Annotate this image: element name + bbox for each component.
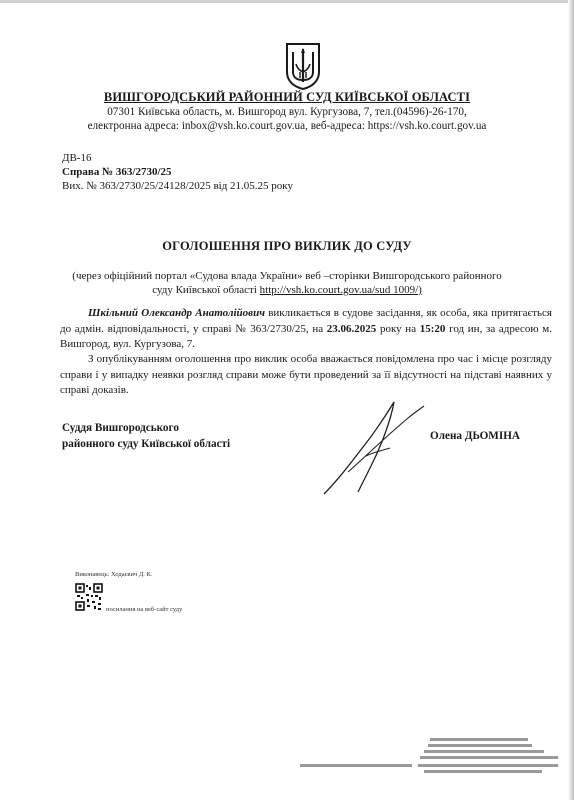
handwritten-signature — [318, 398, 428, 498]
scan-border-top — [0, 0, 574, 3]
summons-paragraph — [60, 306, 552, 353]
person-name: Шкільний Олександр Анатолійович — [88, 307, 265, 319]
qr-caption: посилання на веб-сайт суду — [106, 606, 183, 613]
case-number: Справа № 363/2730/25 — [62, 166, 172, 178]
executor-note: Виконавець: Ходаєвич Д. К. — [75, 571, 153, 578]
outgoing-number: Вих. № 363/2730/25/24128/2025 від 21.05.25 року — [62, 180, 293, 192]
subtitle-text: суду Київської області — [152, 284, 260, 296]
notice-subtitle-line2 — [0, 284, 574, 296]
court-name: ВИШГОРОДСЬКИЙ РАЙОННИЙ СУД КИЇВСЬКОЇ ОБЛАСТІ — [103, 90, 471, 104]
summons-text-b: року на — [376, 322, 420, 335]
summons-text-c: год ин, за адресою м. Вишгород, вул. Кургузова, 7. — [60, 322, 553, 350]
judge-name: Олена ДЬОМІНА — [430, 430, 520, 442]
form-code: ДВ-16 — [62, 152, 92, 164]
hearing-time: 15:20 — [419, 322, 446, 335]
electronic-stamp — [300, 736, 562, 776]
judge-position-line1: Суддя Вишгородського — [62, 422, 179, 434]
qr-code-icon[interactable] — [75, 583, 103, 611]
notice-subtitle-line1: (через офіційний портал «Судова влада України» веб –сторінки Вишгородського районного — [72, 270, 502, 282]
judge-position-line2: районного суду Київської області — [62, 438, 231, 450]
hearing-date: 23.06.2025 — [326, 322, 377, 335]
court-contacts: електронна адреса: inbox@vsh.ko.court.gov.ua, веб-адреса: https://vsh.ko.court.gov.ua — [87, 120, 487, 132]
coat-of-arms-icon — [284, 42, 322, 90]
court-portal-link[interactable]: http://vsh.ko.court.gov.ua/sud 1009/) — [259, 284, 422, 296]
notice-title: ОГОЛОШЕННЯ ПРО ВИКЛИК ДО СУДУ — [162, 239, 412, 253]
consequences-paragraph: З опублікуванням оголошення про виклик особа вважається повідомлена про час і місце розгляду справи і у випадку неявки розгляд справи може бути проведений за її відсутності на підставі наявних у справі доказів. — [60, 353, 552, 396]
summons-text-a: викликається в судове засідання, як особа, яка притягається до адмін. відповідальності, у справі № 363/2730/25, на — [60, 307, 552, 335]
court-address: 07301 Київська область, м. Вишгород вул. Кургузова, 7, тел.(04596)-26-170, — [107, 106, 467, 118]
